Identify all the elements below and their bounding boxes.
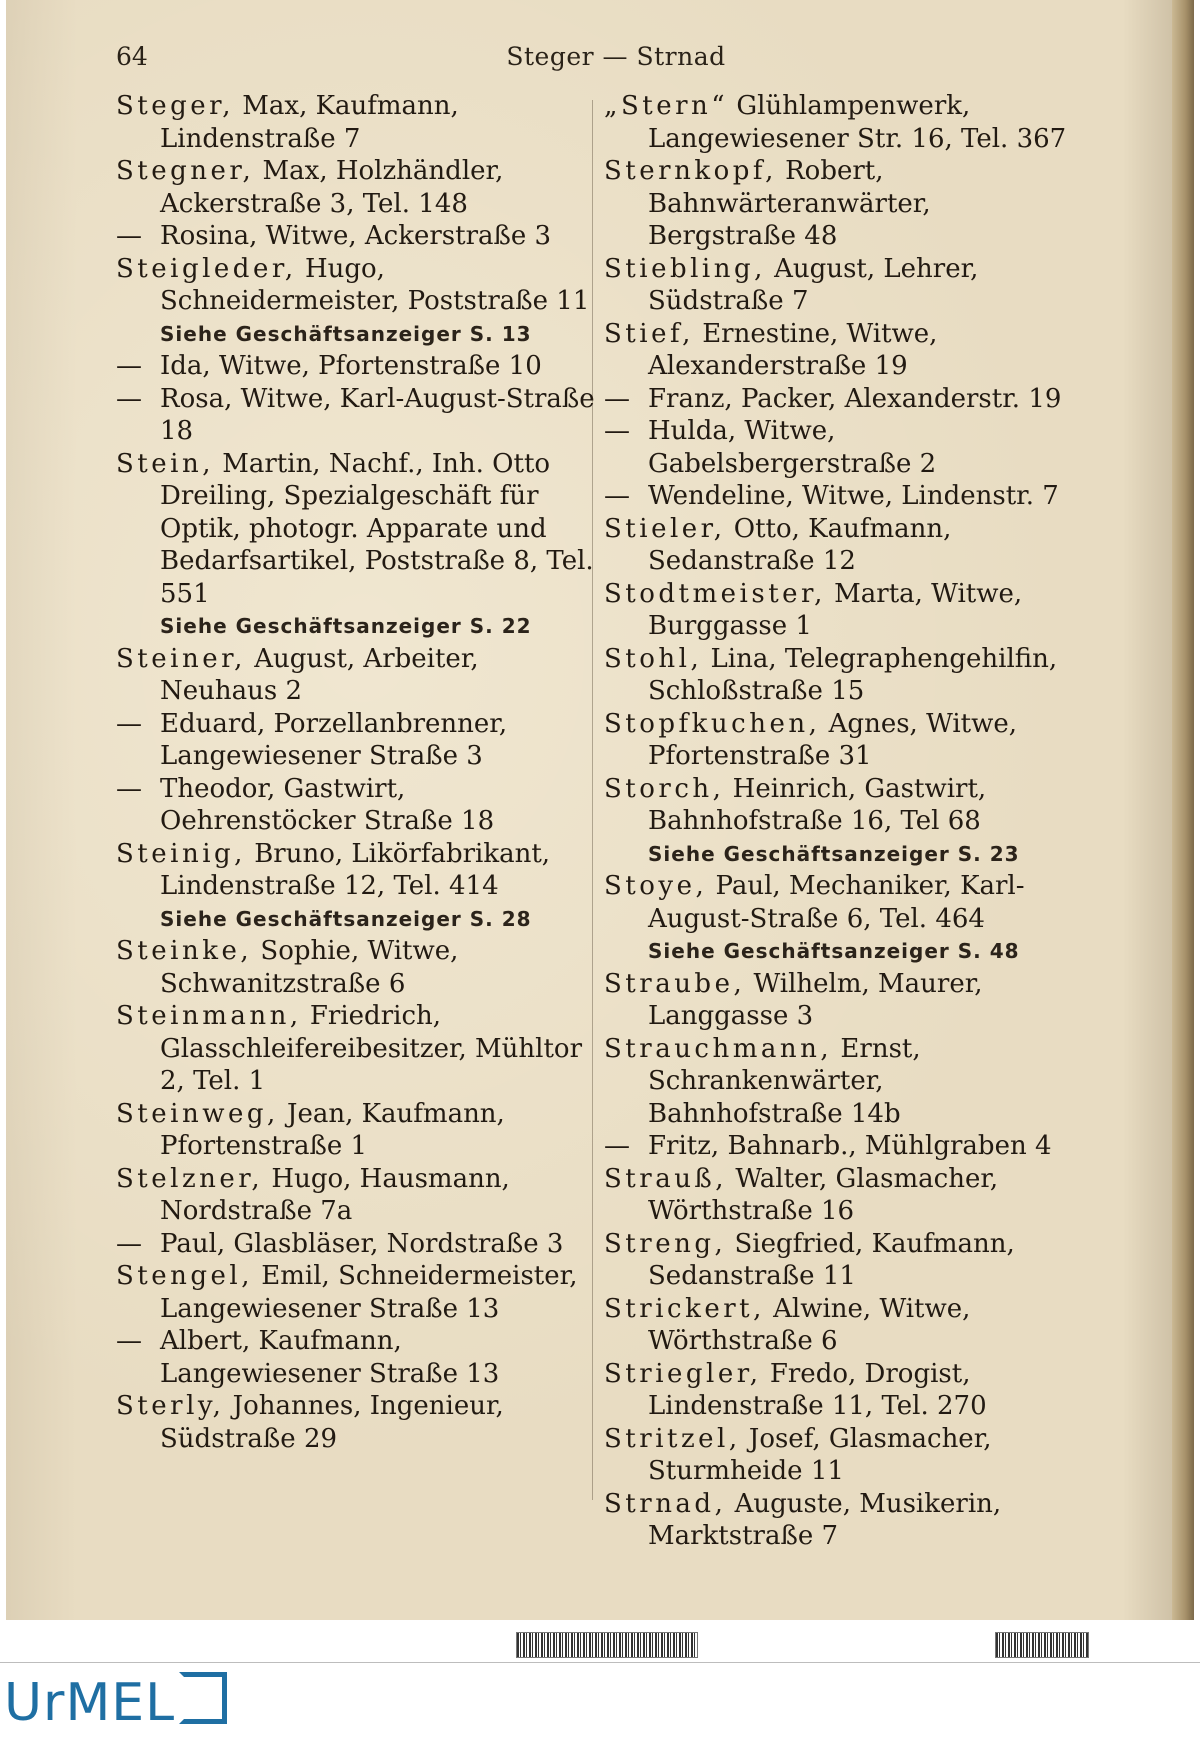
entry-dash: — bbox=[116, 351, 142, 381]
entry-surname: Straube, bbox=[604, 968, 746, 999]
directory-entry bbox=[604, 643, 1084, 708]
directory-entry bbox=[604, 415, 1084, 480]
entry-details: Johannes, Ingenieur, Südstraße 29 bbox=[160, 1391, 504, 1454]
ad-reference: Siehe Geschäftsanzeiger S. 48 bbox=[648, 939, 1020, 963]
entry-dash: — bbox=[604, 383, 630, 414]
entry-details: Walter, Glasmacher, Wörthstraße 16 bbox=[648, 1163, 999, 1226]
entry-details: Robert, Bahnwärteranwärter, Bergstraße 48 bbox=[648, 156, 931, 251]
entry-details: Wendeline, Witwe, Lindenstr. 7 bbox=[648, 481, 1059, 511]
entry-dash: — bbox=[116, 383, 142, 414]
entry-surname: Sterly, bbox=[116, 1391, 225, 1421]
entry-details: Hugo, Schneidermeister, Poststraße 11 bbox=[160, 253, 590, 316]
entry-surname: Stodtmeister, bbox=[604, 578, 826, 609]
entry-surname: Steigleder, bbox=[116, 253, 297, 284]
entry-details: Fritz, Bahnarb., Mühlgraben 4 bbox=[648, 1131, 1052, 1161]
directory-entry bbox=[116, 90, 596, 155]
entry-details: Bruno, Likörfabrikant, Lindenstraße 12, Tel. 414 bbox=[160, 838, 551, 901]
ad-reference: Siehe Geschäftsanzeiger S. 28 bbox=[160, 906, 532, 931]
directory-entry bbox=[116, 1098, 596, 1163]
entry-surname: Stieler, bbox=[604, 513, 726, 544]
entry-dash: — bbox=[604, 416, 630, 446]
entry-dash: — bbox=[116, 1326, 142, 1356]
entry-surname: Stengel, bbox=[116, 1261, 254, 1291]
directory-entry bbox=[604, 1163, 1084, 1228]
entry-surname: Steinig, bbox=[116, 838, 246, 869]
directory-entry bbox=[604, 318, 1084, 383]
entry-surname: Stopfkuchen, bbox=[604, 708, 821, 739]
entry-surname: „Stern“ bbox=[604, 91, 729, 121]
directory-entry bbox=[604, 90, 1084, 155]
entry-surname: Stiebling, bbox=[604, 253, 766, 284]
entry-dash: — bbox=[604, 1131, 630, 1161]
entry-details: Emil, Schneidermeister, Langewiesener Straße 13 bbox=[160, 1261, 578, 1324]
entry-details: Otto, Kaufmann, Sedanstraße 12 bbox=[648, 513, 952, 576]
entry-surname: Stief, bbox=[604, 318, 694, 349]
directory-entry bbox=[116, 1260, 596, 1325]
entry-details: Albert, Kaufmann, Langewiesener Straße 13 bbox=[160, 1326, 500, 1389]
directory-entry bbox=[116, 838, 596, 903]
entry-details: August, Arbeiter, Neuhaus 2 bbox=[160, 643, 479, 706]
entry-details: Rosina, Witwe, Ackerstraße 3 bbox=[160, 221, 552, 251]
column-divider bbox=[592, 100, 593, 1500]
directory-entry bbox=[604, 1488, 1084, 1553]
entry-details: Eduard, Porzellanbrenner, Langewiesener Straße 3 bbox=[160, 708, 508, 771]
directory-entry bbox=[116, 1163, 596, 1228]
directory-entry bbox=[604, 708, 1084, 773]
entry-surname: Stelzner, bbox=[116, 1163, 264, 1194]
entry-details: Theodor, Gastwirt, Oehrenstöcker Straße 18 bbox=[160, 773, 495, 836]
directory-entry bbox=[116, 253, 596, 318]
directory-entry bbox=[604, 578, 1084, 643]
directory-entry bbox=[116, 773, 596, 838]
directory-entry bbox=[604, 1293, 1084, 1358]
directory-entry bbox=[604, 1358, 1084, 1423]
entry-details: Hugo, Hausmann, Nordstraße 7a bbox=[160, 1163, 510, 1226]
entry-details: Josef, Glasmacher, Sturmheide 11 bbox=[648, 1423, 992, 1486]
entry-details: Ida, Witwe, Pfortenstraße 10 bbox=[160, 351, 542, 381]
entry-surname: Streng, bbox=[604, 1228, 727, 1259]
entry-details: Heinrich, Gastwirt, Bahnhofstraße 16, Tel 68 bbox=[648, 773, 987, 836]
directory-entry bbox=[604, 1228, 1084, 1293]
entry-details: Friedrich, Glasschleifereibesitzer, Mühltor 2, Tel. 1 bbox=[160, 1001, 583, 1096]
page-edge bbox=[1172, 0, 1194, 1620]
directory-entry bbox=[116, 155, 596, 220]
entry-details: Franz, Packer, Alexanderstr. 19 bbox=[648, 383, 1062, 414]
entry-details: Jean, Kaufmann, Pfortenstraße 1 bbox=[160, 1098, 505, 1161]
entry-surname: Steinke, bbox=[116, 936, 253, 966]
directory-entry bbox=[116, 350, 596, 383]
entry-dash: — bbox=[116, 1228, 142, 1259]
directory-entry bbox=[604, 968, 1084, 1033]
urmel-logo bbox=[4, 1672, 227, 1732]
entry-surname: Steger, bbox=[116, 91, 235, 121]
entry-surname: Steinmann, bbox=[116, 1001, 302, 1031]
directory-entry bbox=[604, 155, 1084, 253]
entry-details: Auguste, Musikerin, Marktstraße 7 bbox=[648, 1488, 1002, 1551]
directory-entry bbox=[116, 708, 596, 773]
scanned-page bbox=[6, 0, 1194, 1620]
entry-details: Max, Kaufmann, Lindenstraße 7 bbox=[160, 91, 459, 154]
page-header bbox=[116, 42, 1116, 82]
entry-details: Glühlampenwerk, Langewiesener Str. 16, Tel. 367 bbox=[648, 91, 1067, 154]
directory-entry bbox=[116, 1390, 596, 1455]
right-column bbox=[604, 90, 1084, 1553]
entry-details: Fredo, Drogist, Lindenstraße 11, Tel. 270 bbox=[648, 1358, 987, 1421]
entry-details: Sophie, Witwe, Schwanitzstraße 6 bbox=[160, 936, 459, 999]
entry-surname: Stritzel, bbox=[604, 1423, 741, 1454]
barcode bbox=[516, 1632, 698, 1658]
page-number: 64 bbox=[116, 42, 148, 71]
entry-surname: Strickert, bbox=[604, 1293, 765, 1324]
entry-surname: Stohl, bbox=[604, 643, 703, 674]
directory-entry bbox=[604, 1033, 1084, 1131]
directory-entry bbox=[604, 870, 1084, 935]
left-column bbox=[116, 90, 596, 1455]
entry-details: Marta, Witwe, Burggasse 1 bbox=[648, 578, 1023, 641]
entry-details: Martin, Nachf., Inh. Otto Dreiling, Spezialgeschäft für Optik, photogr. Apparate und Bedarfsartikel, Poststraße 8, Tel. 551 bbox=[160, 448, 594, 609]
entry-surname: Stegner, bbox=[116, 156, 255, 186]
directory-entry bbox=[604, 383, 1084, 416]
entry-details: Rosa, Witwe, Karl-August-Straße 18 bbox=[160, 383, 595, 446]
entry-surname: Sternkopf, bbox=[604, 156, 777, 186]
entry-details: August, Lehrer, Südstraße 7 bbox=[648, 253, 979, 316]
directory-entry bbox=[116, 220, 596, 253]
directory-entry bbox=[116, 935, 596, 1000]
directory-entry bbox=[604, 253, 1084, 318]
entry-details: Hulda, Witwe, Gabelsbergerstraße 2 bbox=[648, 416, 937, 479]
entry-details: Ernestine, Witwe, Alexanderstraße 19 bbox=[648, 318, 938, 381]
directory-entry bbox=[604, 773, 1084, 838]
running-head: Steger — Strnad bbox=[506, 42, 726, 71]
directory-entry bbox=[116, 448, 596, 611]
directory-entry bbox=[604, 480, 1084, 513]
entry-surname: Storch, bbox=[604, 773, 725, 804]
entry-surname: Steiner, bbox=[116, 643, 246, 674]
entry-dash: — bbox=[116, 708, 142, 739]
ad-reference: Siehe Geschäftsanzeiger S. 22 bbox=[160, 614, 532, 638]
entry-surname: Strnad, bbox=[604, 1488, 727, 1519]
logo-bracket-icon bbox=[179, 1672, 227, 1724]
entry-details: Max, Holzhändler, Ackerstraße 3, Tel. 148 bbox=[160, 156, 504, 219]
entry-details: Paul, Mechaniker, Karl-August-Straße 6, Tel. 464 bbox=[648, 871, 1025, 934]
directory-entry bbox=[604, 1130, 1084, 1163]
entry-surname: Strauchmann, bbox=[604, 1033, 833, 1064]
directory-entry bbox=[116, 1325, 596, 1390]
barcode bbox=[995, 1632, 1089, 1658]
directory-entry bbox=[604, 1423, 1084, 1488]
logo-text: UrMEL bbox=[4, 1673, 176, 1733]
entry-details: Paul, Glasbläser, Nordstraße 3 bbox=[160, 1228, 564, 1259]
ad-reference: Siehe Geschäftsanzeiger S. 23 bbox=[648, 841, 1020, 866]
entry-surname: Striegler, bbox=[604, 1358, 762, 1389]
entry-details: Alwine, Witwe, Wörthstraße 6 bbox=[648, 1293, 971, 1356]
entry-surname: Stein, bbox=[116, 448, 214, 479]
entry-dash: — bbox=[116, 773, 142, 804]
entry-dash: — bbox=[604, 481, 630, 511]
entry-details: Wilhelm, Maurer, Langgasse 3 bbox=[648, 968, 983, 1031]
directory-entry bbox=[116, 643, 596, 708]
directory-entry bbox=[604, 513, 1084, 578]
entry-surname: Strauß, bbox=[604, 1163, 728, 1194]
ad-reference: Siehe Geschäftsanzeiger S. 13 bbox=[160, 321, 532, 346]
directory-entry bbox=[116, 383, 596, 448]
entry-surname: Stoye, bbox=[604, 871, 708, 901]
entry-surname: Steinweg, bbox=[116, 1098, 279, 1129]
entry-details: Agnes, Witwe, Pfortenstraße 31 bbox=[648, 708, 1018, 771]
footer-divider bbox=[0, 1662, 1200, 1663]
entry-details: Siegfried, Kaufmann, Sedanstraße 11 bbox=[648, 1228, 1015, 1291]
entry-details: Ernst, Schrankenwärter, Bahnhofstraße 14b bbox=[648, 1033, 921, 1129]
entry-dash: — bbox=[116, 221, 142, 251]
entry-details: Lina, Telegraphengehilfin, Schloßstraße 15 bbox=[648, 643, 1058, 706]
directory-entry bbox=[116, 1228, 596, 1261]
directory-entry bbox=[116, 1000, 596, 1098]
